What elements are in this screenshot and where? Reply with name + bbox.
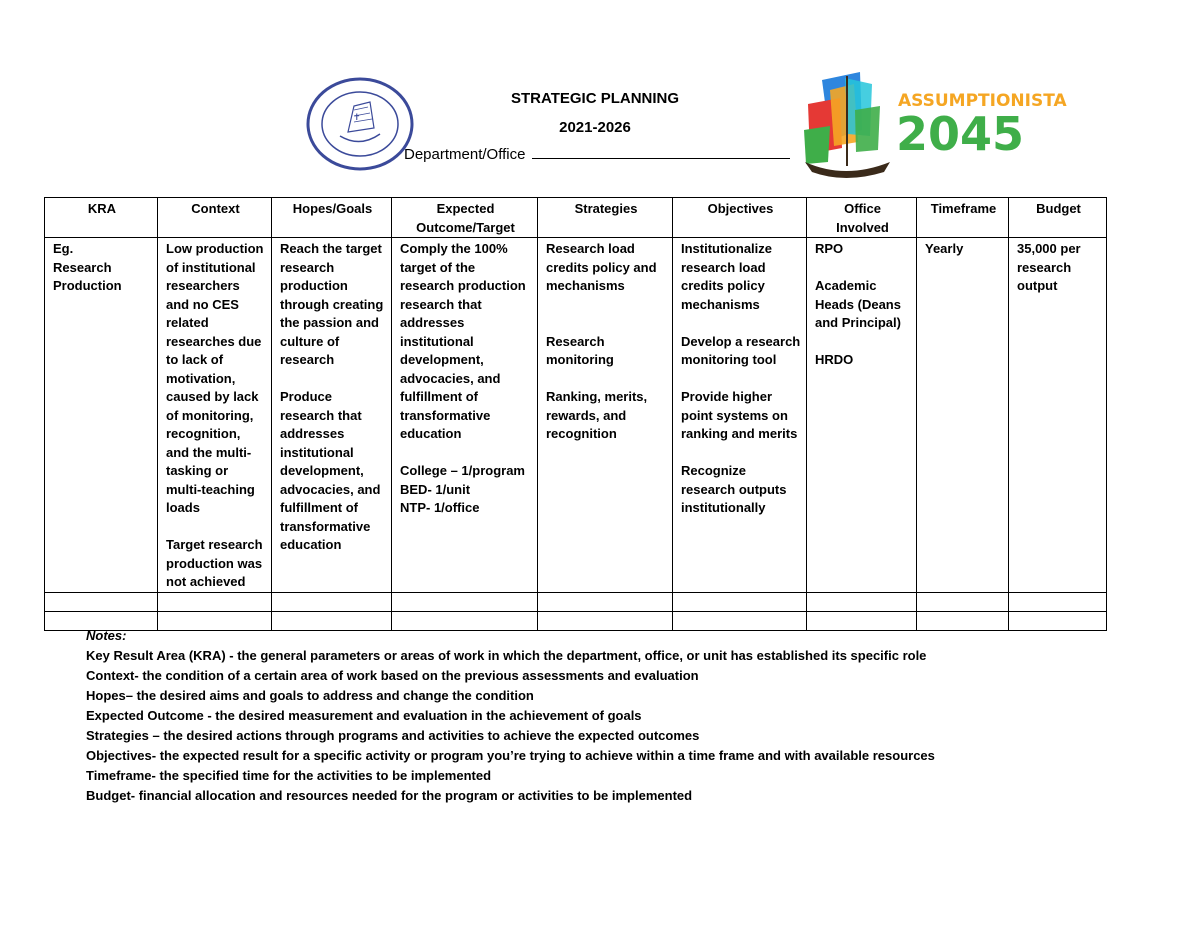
cell-line: education — [280, 537, 342, 552]
note-line: Key Result Area (KRA) - the general parameters or areas of work in which the department, office, or unit has established its specific role — [86, 648, 927, 663]
cell-timeframe[interactable] — [917, 238, 1009, 593]
empty-cell[interactable] — [917, 592, 1009, 611]
cell-line: Ranking, merits, — [546, 389, 648, 404]
cell-line: caused by lack — [166, 389, 259, 404]
svg-text:✝: ✝ — [353, 113, 361, 123]
cell-line: research that — [400, 296, 482, 312]
header-budget: Budget — [1009, 198, 1107, 238]
cell-office-involved[interactable] — [807, 238, 917, 593]
cell-line: output — [1017, 278, 1058, 293]
cell-line: research production — [400, 278, 526, 293]
note-line: Hopes– the desired aims and goals to address and change the condition — [86, 688, 534, 703]
cell-line: Develop a research — [681, 333, 801, 349]
empty-cell[interactable] — [1009, 611, 1107, 630]
cell-context[interactable] — [158, 238, 272, 593]
plan-period: 2021-2026 — [559, 119, 631, 136]
cell-line: NTP- 1/office — [400, 500, 480, 515]
empty-cell[interactable] — [538, 592, 673, 611]
header-office-involved: Office Involved — [807, 198, 917, 238]
note-line: Expected Outcome - the desired measurement and evaluation in the achievement of goals — [86, 708, 642, 723]
cell-line: advocacies, and — [280, 481, 381, 497]
notes-title: Notes: — [86, 628, 127, 643]
empty-cell[interactable] — [45, 592, 158, 611]
cell-line: to lack of — [166, 352, 224, 367]
logo-wordmark: ASSUMPTIONISTA — [898, 91, 1067, 111]
cell-strategies[interactable] — [538, 238, 673, 593]
cell-line: Low production — [166, 241, 264, 256]
header-expected-outcome: Expected Outcome/Target — [392, 198, 538, 238]
assumptionista-2045-logo — [800, 70, 1067, 180]
cell-line: HRDO — [815, 352, 854, 367]
table-header-row — [45, 198, 1107, 238]
cell-line: Produce — [280, 389, 333, 404]
cell-line: related — [166, 315, 209, 330]
cell-line — [681, 314, 800, 333]
cell-line: addresses — [280, 426, 345, 441]
cell-line: monitoring tool — [681, 352, 777, 367]
cell-line: development, — [280, 463, 364, 478]
cell-line: advocacies, and — [400, 370, 501, 386]
cell-line: culture of — [280, 333, 340, 349]
note-line: Budget- financial allocation and resources needed for the program or activities to be implemented — [86, 788, 693, 803]
cell-line: point systems on — [681, 407, 788, 423]
cell-line — [546, 314, 666, 333]
cell-line: education — [400, 426, 462, 441]
cell-line: institutionally — [681, 500, 766, 515]
cell-line: production — [280, 278, 348, 293]
cell-line: of institutional — [166, 259, 256, 275]
cell-line: not achieved — [166, 574, 246, 589]
cell-line: BED- 1/unit — [400, 481, 471, 497]
header-kra: KRA — [45, 198, 158, 238]
cell-line: research load — [681, 259, 766, 275]
cell-budget[interactable] — [1009, 238, 1107, 593]
empty-cell[interactable] — [272, 592, 392, 611]
empty-cell[interactable] — [673, 592, 807, 611]
cell-line: mechanisms — [546, 278, 625, 293]
page-title: STRATEGIC PLANNING — [510, 90, 680, 107]
cell-line: multi-teaching — [166, 481, 255, 497]
cell-line: Comply the 100% — [400, 241, 508, 256]
note-line: Strategies – the desired actions through programs and activities to achieve the expected outcomes — [86, 728, 700, 743]
cell-line: Reach the target — [280, 241, 382, 256]
cell-line: Research — [546, 333, 605, 349]
empty-cell[interactable] — [1009, 592, 1107, 611]
cell-expected-outcome[interactable] — [392, 238, 538, 593]
cell-line: credits policy and — [546, 259, 657, 275]
cell-line: target of the — [400, 259, 476, 275]
cell-line: recognition — [546, 426, 617, 441]
cell-line: recognition, — [166, 426, 241, 441]
note-line: Objectives- the expected result for a specific activity or program you’re trying to achieve within a time frame and with available resources — [86, 748, 935, 763]
department-label: Department/Office — [404, 146, 526, 163]
cell-line: Provide higher — [681, 389, 773, 404]
cell-line: credits policy — [681, 278, 765, 293]
cell-line: transformative — [280, 518, 371, 534]
empty-cell[interactable] — [807, 592, 917, 611]
cell-line: 35,000 per — [1017, 241, 1081, 256]
cell-objectives[interactable] — [673, 238, 807, 593]
cell-line: and no CES — [166, 296, 239, 312]
cell-line: institutional — [280, 444, 354, 460]
cell-line: rewards, and — [546, 407, 627, 423]
cell-line: the passion and — [280, 315, 379, 330]
cell-hopes-goals[interactable] — [272, 238, 392, 593]
cell-line: Recognize — [681, 463, 747, 478]
cell-line: mechanisms — [681, 296, 760, 312]
cell-line: Target research — [166, 537, 263, 552]
cell-line — [681, 370, 800, 389]
cell-line — [546, 370, 666, 389]
table-row-example — [45, 238, 1107, 593]
empty-cell[interactable] — [392, 592, 538, 611]
header-context: Context — [158, 198, 272, 238]
cell-line: through creating — [280, 296, 384, 312]
cell-line — [546, 296, 666, 315]
cell-line — [166, 518, 265, 537]
cell-line: research — [1017, 259, 1072, 275]
cell-line: research outputs — [681, 481, 787, 497]
note-line: Timeframe- the specified time for the activities to be implemented — [86, 768, 492, 783]
cell-line: addresses — [400, 315, 465, 330]
header-objectives: Objectives — [673, 198, 807, 238]
header-hopes-goals: Hopes/Goals — [272, 198, 392, 238]
cell-line: researches due — [166, 333, 262, 349]
cell-line: development, — [400, 352, 484, 367]
cell-line: Academic — [815, 278, 877, 293]
notes-section — [86, 626, 935, 806]
college-seal-logo — [304, 76, 416, 172]
cell-line: and Principal) — [815, 315, 901, 330]
empty-cell[interactable] — [158, 592, 272, 611]
cell-line: fulfillment of — [280, 500, 358, 515]
header-strategies: Strategies — [538, 198, 673, 238]
cell-line: Heads (Deans — [815, 296, 901, 312]
cell-line: Production — [53, 278, 122, 293]
table-row-empty — [45, 592, 1107, 611]
cell-line: Yearly — [925, 241, 964, 256]
cell-line: tasking or — [166, 463, 229, 478]
cell-line: Research load — [546, 241, 635, 256]
cell-line: transformative — [400, 407, 491, 423]
cell-line: research — [280, 352, 335, 367]
cell-line: of monitoring, — [166, 407, 254, 423]
cell-line: research that — [280, 407, 362, 423]
cell-line: and the multi- — [166, 444, 252, 460]
cell-line — [400, 444, 531, 463]
cell-line: researchers — [166, 278, 240, 293]
header-timeframe: Timeframe — [917, 198, 1009, 238]
logo-year: 2045 — [896, 107, 1025, 161]
cell-line: production was — [166, 555, 263, 571]
cell-line — [681, 444, 800, 463]
cell-line: institutional — [400, 333, 474, 349]
cell-line: monitoring — [546, 352, 614, 367]
cell-line: RPO — [815, 241, 844, 256]
cell-line: fulfillment of — [400, 389, 478, 404]
cell-line — [280, 370, 385, 389]
department-blank-line[interactable] — [532, 144, 790, 159]
cell-line — [815, 333, 910, 352]
cell-line: motivation, — [166, 370, 236, 386]
note-line: Context- the condition of a certain area of work based on the previous assessments and evaluation — [86, 668, 699, 683]
cell-line: Institutionalize — [681, 241, 772, 256]
cell-line: Research — [53, 259, 112, 275]
cell-kra[interactable] — [45, 238, 158, 593]
department-field[interactable] — [404, 144, 790, 163]
cell-line: loads — [166, 500, 200, 515]
cell-line: College – 1/program — [400, 463, 525, 478]
cell-line: Eg. — [53, 241, 74, 256]
cell-line: ranking and merits — [681, 426, 798, 441]
cell-line: research — [280, 259, 335, 275]
cell-line — [815, 259, 910, 278]
strategic-planning-table — [44, 197, 1107, 631]
